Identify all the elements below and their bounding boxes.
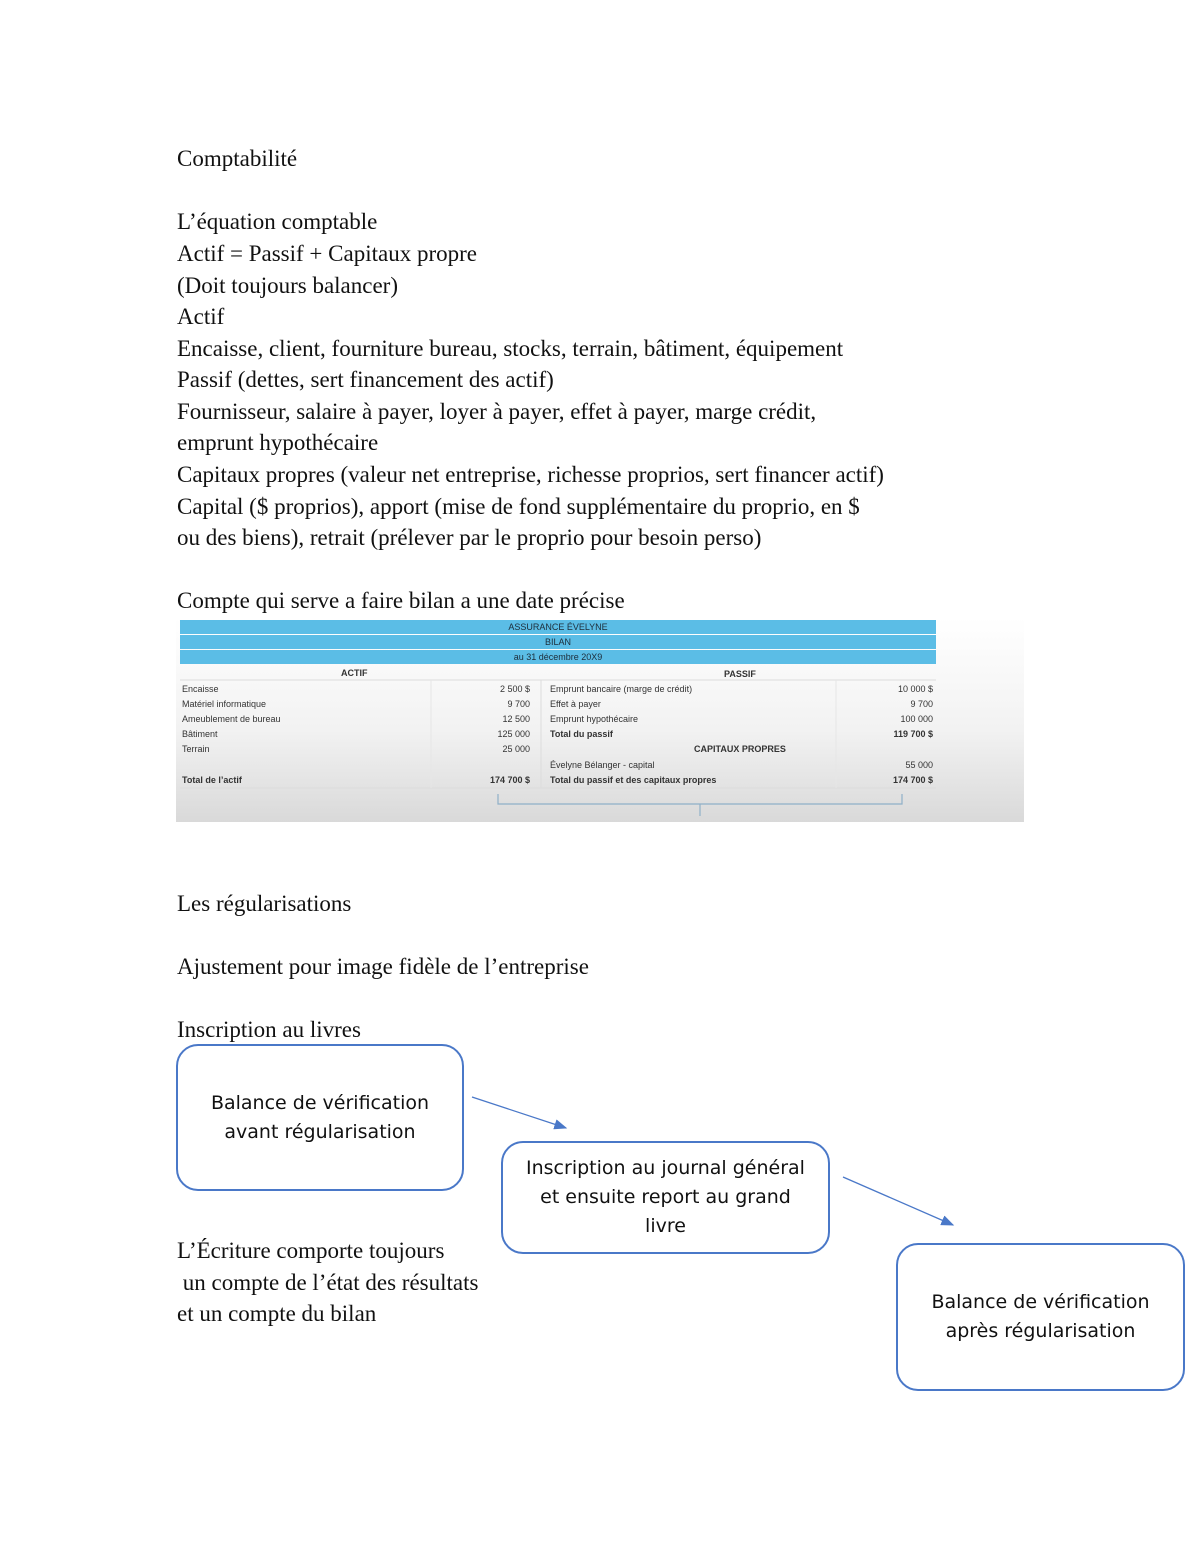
capital-value: 55 000 [905,760,933,770]
inscription-heading: Inscription au livres [177,1017,361,1042]
passif-label: Emprunt bancaire (marge de crédit) [550,684,693,694]
bilan-doc-title: BILAN [180,635,936,649]
section-description: Ajustement pour image fidèle de l’entreprise [177,954,589,979]
actif-label: Matériel informatique [182,699,267,709]
passif-label: Effet à payer [550,699,601,709]
text-line: L’équation comptable [177,209,378,234]
flow-box-after [896,1243,1185,1391]
actif-value: 25 000 [502,744,530,754]
page-title: Comptabilité [177,146,298,171]
text-line: Fournisseur, salaire à payer, loyer à payer, effet à payer, marge crédit, [177,399,817,424]
actif-total-value: 174 700 $ [489,775,530,785]
box-text: livre [645,1215,686,1237]
passif-value: 100 000 [900,714,933,724]
bilan-company: ASSURANCE ÉVELYNE [180,620,936,634]
arrow-2 [843,1177,953,1225]
passif-value: 9 700 [910,699,933,709]
capital-label: Évelyne Bélanger - capital [550,760,655,770]
actif-value: 2 500 $ [499,684,530,694]
grand-total-label: Total du passif et des capitaux propres [550,775,717,785]
actif-value: 9 700 [507,699,530,709]
actif-total-label: Total de l’actif [182,775,242,785]
ecriture-line: un compte de l’état des résultats [177,1270,479,1295]
actif-value: 12 500 [502,714,530,724]
flow-box-before [176,1044,464,1191]
text-line: Capitaux propres (valeur net entreprise, richesse proprios, sert financer actif) [177,462,884,487]
ecriture-line: et un compte du bilan [177,1301,377,1326]
passif-total-label: Total du passif [550,729,613,739]
actif-header: ACTIF [341,668,368,678]
box-text: après régularisation [945,1320,1136,1342]
actif-label: Encaisse [182,684,219,694]
actif-label: Terrain [182,744,210,754]
ecriture-line: L’Écriture comporte toujours [177,1238,445,1263]
box-text: Inscription au journal général [526,1157,805,1179]
arrow-1 [472,1097,566,1128]
text-line: emprunt hypothécaire [177,430,379,455]
text-line: (Doit toujours balancer) [177,273,398,298]
text-line: ou des biens), retrait (prélever par le proprio pour besoin perso) [177,525,762,550]
passif-header: PASSIF [724,669,756,679]
box-text: Balance de vérification [210,1091,430,1114]
passif-label: Emprunt hypothécaire [550,714,639,724]
text-line: Passif (dettes, sert financement des actif) [177,367,554,392]
box-text: Balance de vérification [931,1291,1150,1313]
text-line: Actif [177,304,225,329]
actif-label: Bâtiment [182,729,218,739]
actif-label: Ameublement de bureau [182,714,281,724]
grand-total-value: 174 700 $ [892,775,933,785]
flow-box-journal [501,1141,830,1254]
passif-value: 10 000 $ [897,684,933,694]
text-line: Encaisse, client, fourniture bureau, stocks, terrain, bâtiment, équipement [177,336,844,361]
bilan-date: au 31 décembre 20X9 [180,650,936,664]
section-title: Les régularisations [177,891,352,916]
text-line: Actif = Passif + Capitaux propre [177,241,477,266]
text-line: Capital ($ proprios), apport (mise de fond supplémentaire du proprio, en $ [177,494,860,519]
actif-value: 125 000 [497,729,530,739]
box-text: et ensuite report au grand [540,1186,791,1208]
box-text: avant régularisation [224,1120,416,1143]
passif-total-value: 119 700 $ [893,729,933,739]
capitaux-header: CAPITAUX PROPRES [694,744,786,754]
bilan-intro: Compte qui serve a faire bilan a une date précise [177,588,625,613]
